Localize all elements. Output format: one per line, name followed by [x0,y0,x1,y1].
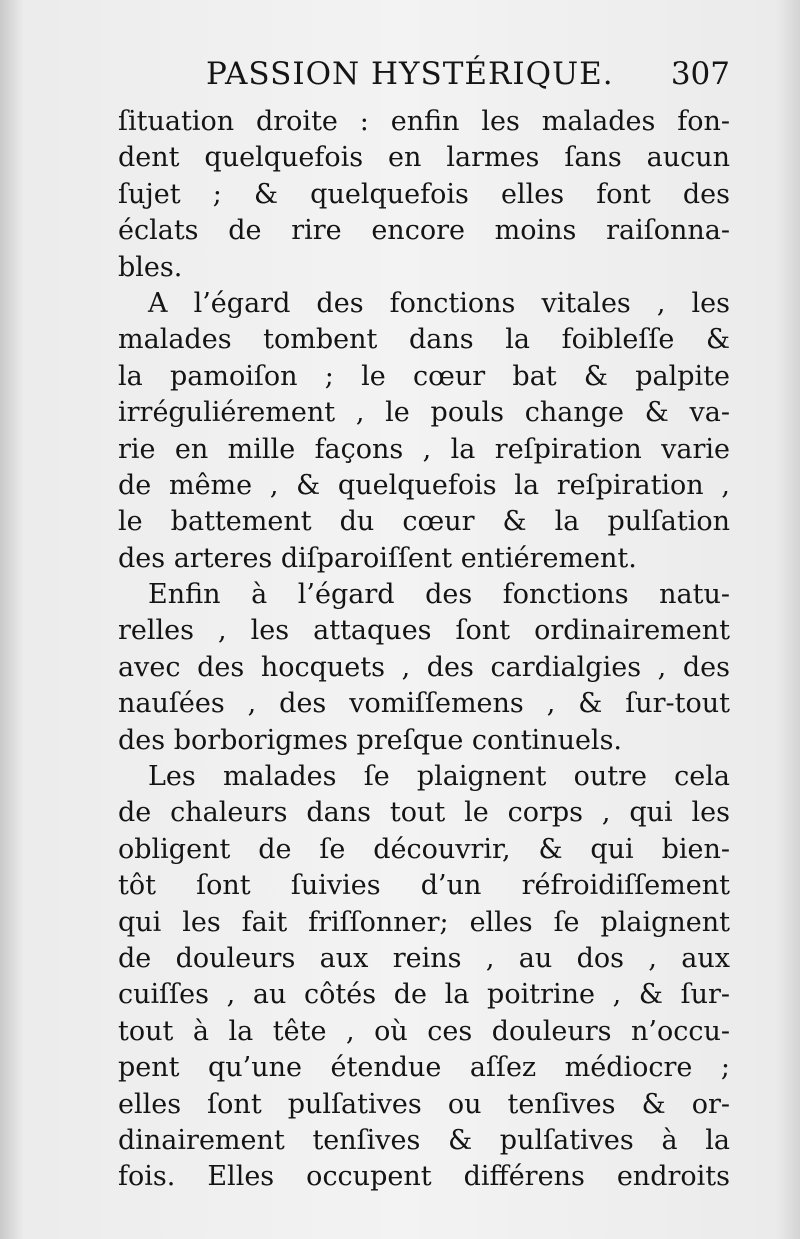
text-line: éclats de rire encore moins raiſonna- [118,215,730,247]
text-line: le battement du cœur & la pulſation [118,506,730,538]
text-line: des arteres diſparoiſſent entiérement. [118,542,637,574]
text-line: bles. [118,251,183,283]
text-line: fois. Elles occupent différens endroits [118,1161,730,1193]
text-line: de douleurs aux reins , au dos , aux [118,942,730,974]
text-line: elles ſont pulſatives ou tenſives & or- [118,1088,730,1120]
text-line: relles , les attaques ſont ordinairement [118,615,730,647]
text-line: A l’égard des fonctions vitales , les [148,287,730,319]
page-number: 307 [670,56,730,92]
text-line: qui les fait friſſonner; elles ſe plaignent [118,906,730,938]
text-line: cuiſſes , au côtés de la poitrine , & ſur- [118,979,730,1011]
body-text [118,104,730,1196]
text-line: la pamoiſon ; le cœur bat & palpite [118,360,730,392]
text-line: rie en mille façons , la reſpiration varie [118,433,730,465]
text-line: tôt ſont ſuivies d’un réfroidiſſement [118,870,730,902]
text-line: des borborigmes preſque continuels. [118,724,623,756]
text-line: malades tombent dans la foibleſſe & [118,324,730,356]
text-line: dinairement tenſives & pulſatives à la [118,1124,730,1156]
running-title: PASSION HYSTÉRIQUE. [206,56,614,92]
text-line: nauſées , des vomiſſemens , & ſur-tout [118,688,730,720]
page-header [118,56,730,100]
text-line: Enfin à l’égard des fonctions natu- [148,579,730,611]
text-line: avec des hocquets , des cardialgies , des [118,651,730,683]
text-line: dent quelquefois en larmes ſans aucun [118,142,730,174]
text-line: irréguliérement , le pouls change & va- [118,397,730,429]
text-line: ſituation droite : enfin les malades fon- [118,106,730,137]
text-line: de chaleurs dans tout le corps , qui les [118,797,730,829]
text-line: pent qu’une étendue aſſez médiocre ; [118,1052,730,1084]
text-line: Les malades ſe plaignent outre cela [148,761,730,793]
text-line: obligent de ſe découvrir, & qui bien- [118,833,730,865]
text-line: ſujet ; & quelquefois elles font des [118,178,730,210]
text-line: tout à la tête , où ces douleurs n’occu- [118,1015,730,1047]
text-line: de même , & quelquefois la reſpiration , [118,469,730,501]
